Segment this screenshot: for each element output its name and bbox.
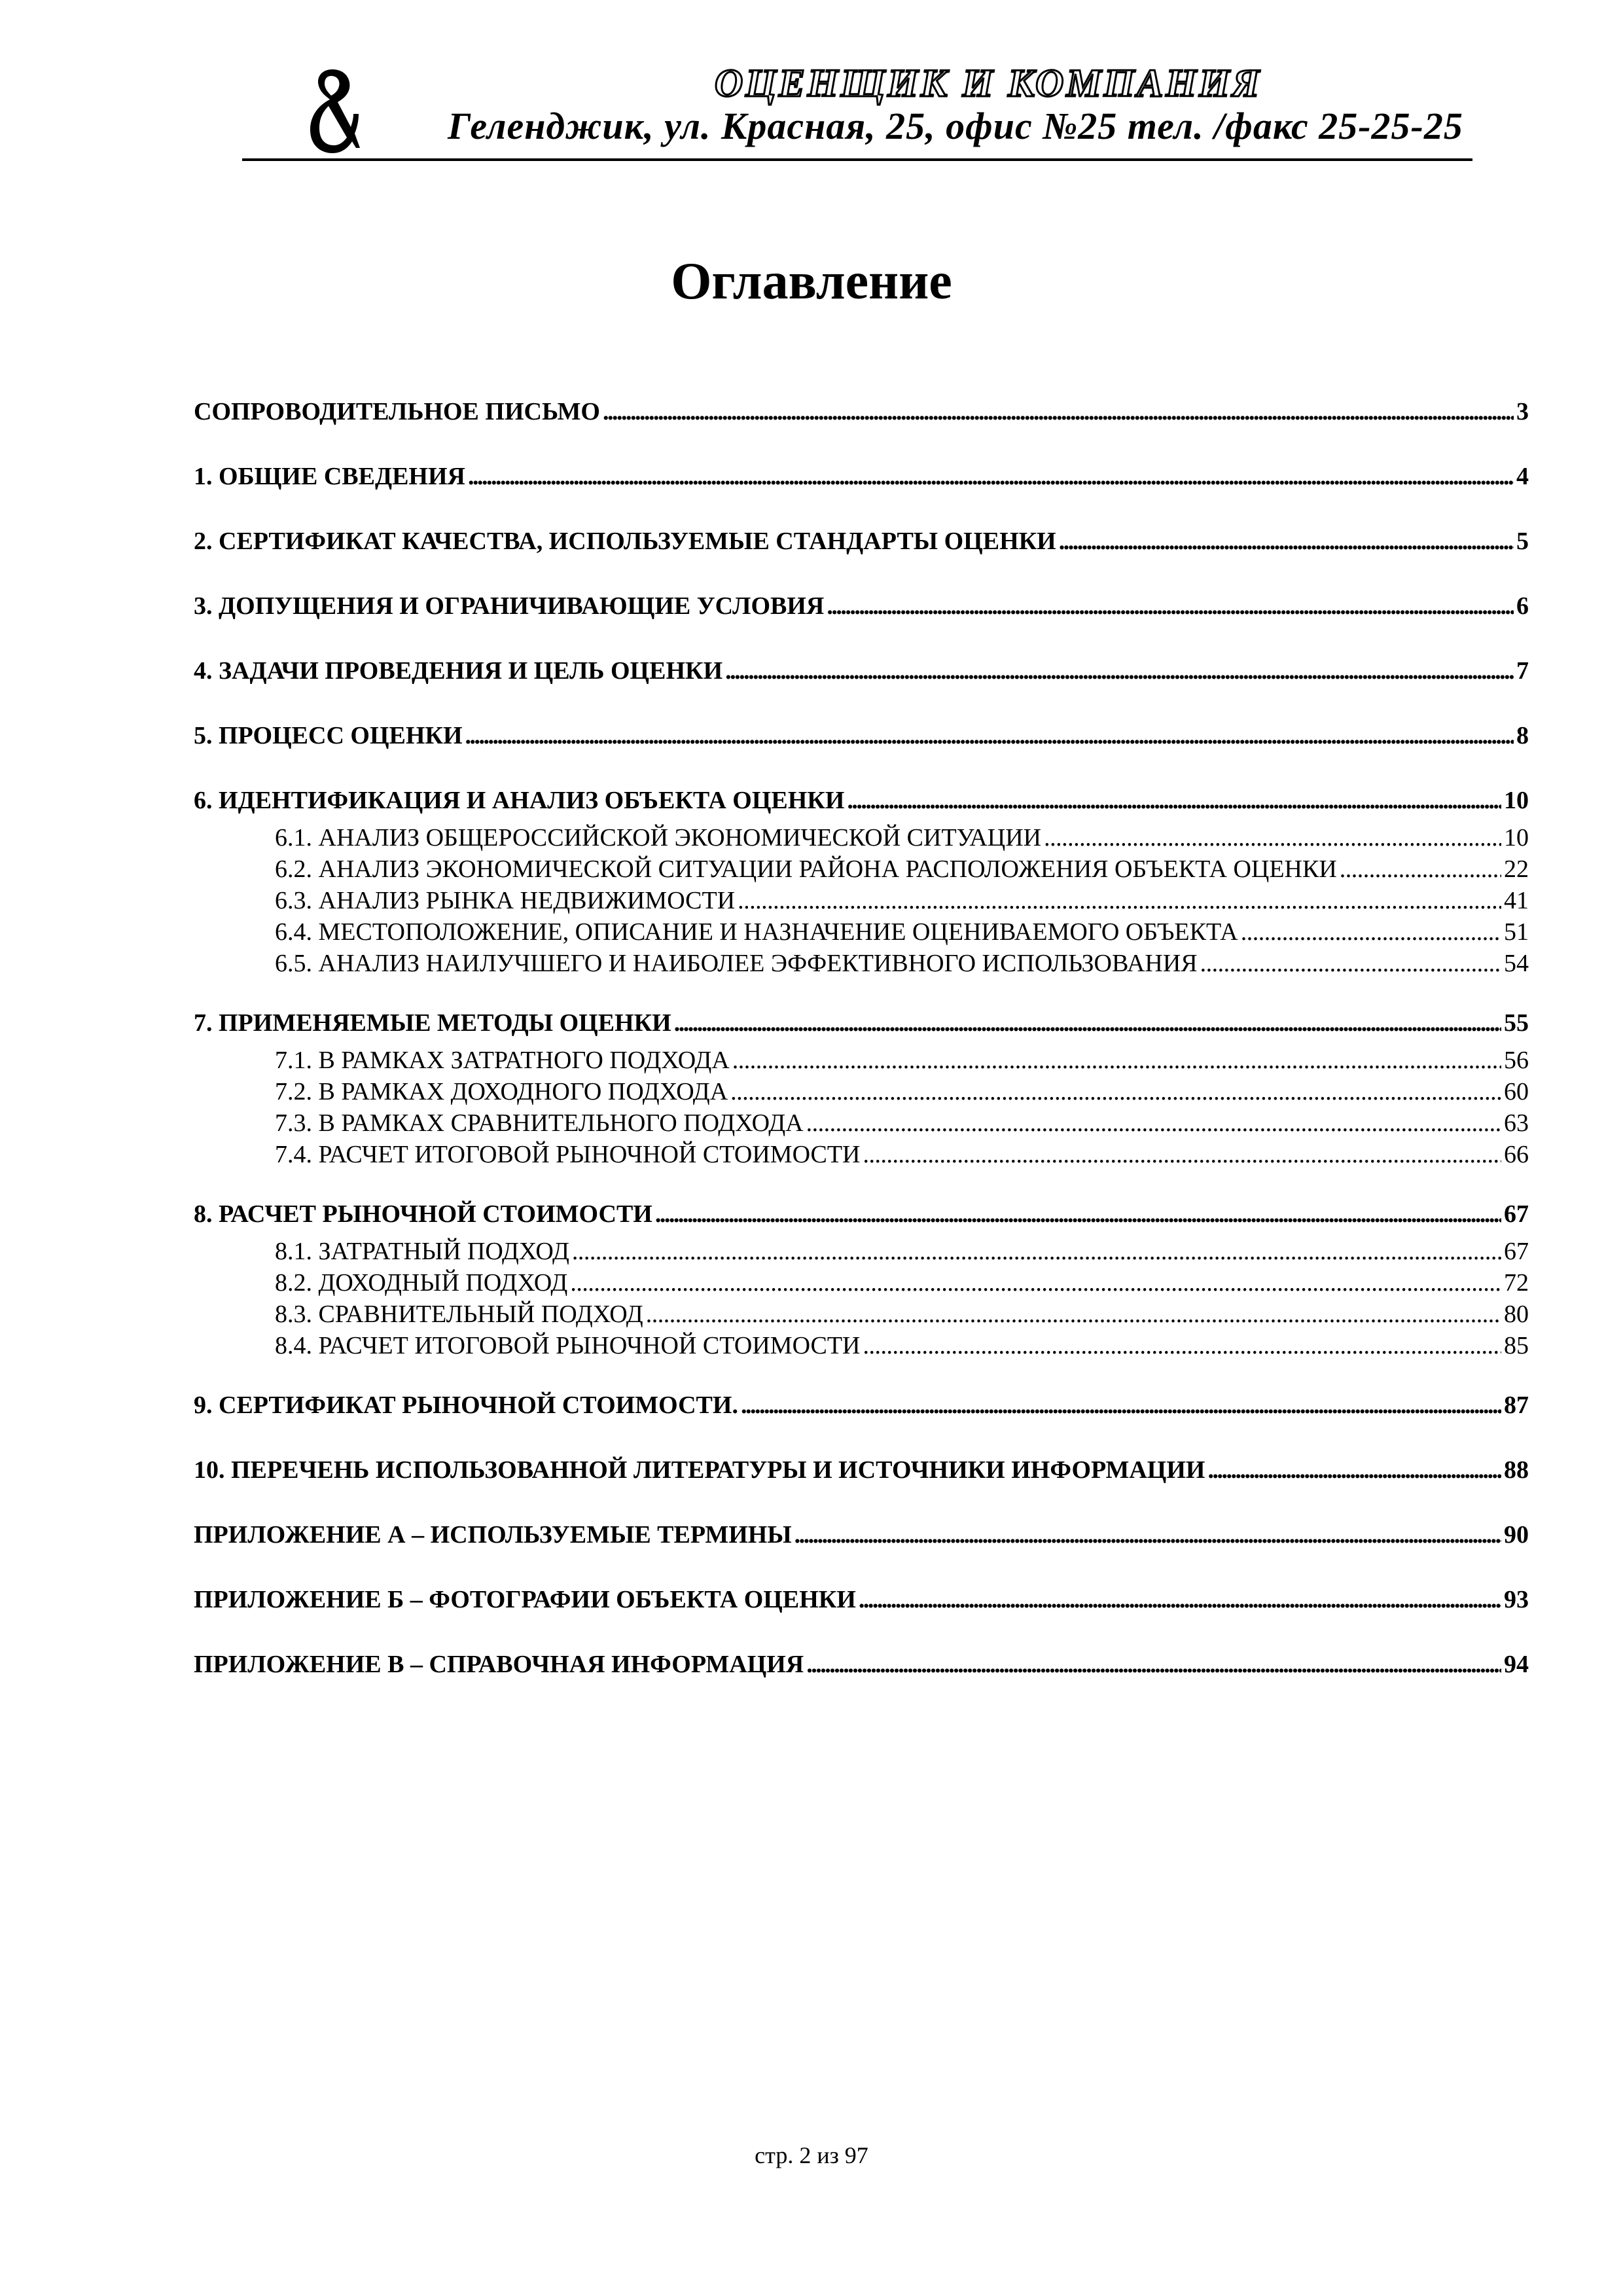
toc-entry-page: 55: [1504, 1009, 1529, 1037]
toc-subentry[interactable]: [275, 822, 1529, 853]
toc-entry-label: ПРИЛОЖЕНИЕ В – СПРАВОЧНАЯ ИНФОРМАЦИЯ: [194, 1651, 804, 1678]
toc-subentry-label: 7.4. РАСЧЕТ ИТОГОВОЙ РЫНОЧНОЙ СТОИМОСТИ: [275, 1141, 861, 1168]
toc-entry[interactable]: [194, 639, 1529, 704]
header-rule: [242, 158, 1472, 161]
toc-subsection-group: [194, 1045, 1529, 1182]
toc-leader: [1207, 1438, 1501, 1503]
toc-entry-label: 9. СЕРТИФИКАТ РЫНОЧНОЙ СТОИМОСТИ.: [194, 1391, 738, 1419]
toc-subentry[interactable]: [275, 1236, 1529, 1267]
toc-entry-label: 6. ИДЕНТИФИКАЦИЯ И АНАЛИЗ ОБЪЕКТА ОЦЕНКИ: [194, 787, 845, 814]
toc-subentry-page: 60: [1504, 1078, 1529, 1105]
ampersand-logo-icon: [301, 65, 360, 157]
toc-subentry-label: 8.1. ЗАТРАТНЫЙ ПОДХОД: [275, 1238, 569, 1265]
toc-entry-label: 8. РАСЧЕТ РЫНОЧНОЙ СТОИМОСТИ: [194, 1200, 652, 1228]
toc-entry-label: 1. ОБЩИЕ СВЕДЕНИЯ: [194, 463, 465, 490]
toc-subentry-label: 6.2. АНАЛИЗ ЭКОНОМИЧЕСКОЙ СИТУАЦИИ РАЙОНА РАСПОЛОЖЕНИЯ ОБЪЕКТА ОЦЕНКИ: [275, 855, 1337, 883]
toc-leader: [741, 1373, 1501, 1438]
toc-subentry[interactable]: [275, 1107, 1529, 1139]
toc-leader: [570, 1267, 1501, 1299]
toc-subsection-group: [194, 1236, 1529, 1373]
toc-subentry-page: 85: [1504, 1332, 1529, 1359]
toc-leader: [1059, 509, 1514, 574]
toc-entry-label: 4. ЗАДАЧИ ПРОВЕДЕНИЯ И ЦЕЛЬ ОЦЕНКИ: [194, 657, 723, 685]
toc-entry[interactable]: [194, 1632, 1529, 1697]
toc-entry[interactable]: [194, 1438, 1529, 1503]
toc-subentry-label: 7.1. В РАМКАХ ЗАТРАТНОГО ПОДХОДА: [275, 1047, 730, 1074]
toc-entry-page: 93: [1504, 1586, 1529, 1613]
toc-subentry[interactable]: [275, 1330, 1529, 1361]
toc-subentry-label: 8.4. РАСЧЕТ ИТОГОВОЙ РЫНОЧНОЙ СТОИМОСТИ: [275, 1332, 861, 1359]
toc-leader: [572, 1236, 1501, 1267]
toc-subentry-page: 51: [1504, 918, 1529, 946]
toc-entry-page: 94: [1504, 1651, 1529, 1678]
toc-entry-label: 10. ПЕРЕЧЕНЬ ИСПОЛЬЗОВАННОЙ ЛИТЕРАТУРЫ И ИСТОЧНИКИ ИНФОРМАЦИИ: [194, 1456, 1205, 1484]
toc-leader: [730, 1076, 1501, 1107]
table-of-contents: [194, 380, 1529, 1697]
toc-entry[interactable]: [194, 704, 1529, 768]
toc-entry[interactable]: [194, 991, 1529, 1045]
toc-leader: [465, 704, 1514, 768]
toc-entry[interactable]: [194, 1568, 1529, 1632]
toc-subentry[interactable]: [275, 1139, 1529, 1170]
toc-entry[interactable]: [194, 1182, 1529, 1236]
toc-subentry-label: 7.3. В РАМКАХ СРАВНИТЕЛЬНОГО ПОДХОДА: [275, 1109, 804, 1137]
toc-subentry[interactable]: [275, 1076, 1529, 1107]
toc-subentry-label: 8.2. ДОХОДНЫЙ ПОДХОД: [275, 1269, 568, 1297]
toc-subentry-page: 56: [1504, 1047, 1529, 1074]
toc-subentry-label: 6.5. АНАЛИЗ НАИЛУЧШЕГО И НАИБОЛЕЕ ЭФФЕКТИВНОГО ИСПОЛЬЗОВАНИЯ: [275, 950, 1198, 977]
toc-entry-page: 6: [1516, 592, 1529, 620]
company-address: Геленджик, ул. Красная, 25, офис №25 тел. /факс 25-25-25: [448, 105, 1463, 147]
page-header: [242, 52, 1472, 164]
toc-subentry-page: 22: [1504, 855, 1529, 883]
toc-subentry[interactable]: [275, 1045, 1529, 1076]
toc-subentry-page: 67: [1504, 1238, 1529, 1265]
toc-entry-page: 67: [1504, 1200, 1529, 1228]
toc-entry[interactable]: [194, 574, 1529, 639]
toc-leader: [1200, 948, 1501, 979]
toc-leader: [806, 1632, 1501, 1697]
company-name: ОЦЕНЩИК И КОМПАНИЯ: [714, 62, 1262, 105]
toc-subentry-label: 6.1. АНАЛИЗ ОБЩЕРОССИЙСКОЙ ЭКОНОМИЧЕСКОЙ СИТУАЦИИ: [275, 824, 1042, 852]
toc-entry-label: ПРИЛОЖЕНИЕ А – ИСПОЛЬЗУЕМЫЕ ТЕРМИНЫ: [194, 1521, 792, 1549]
toc-entry[interactable]: [194, 1373, 1529, 1438]
toc-leader: [603, 380, 1514, 444]
toc-entry[interactable]: [194, 509, 1529, 574]
toc-subentry[interactable]: [275, 1267, 1529, 1299]
toc-leader: [1044, 822, 1501, 853]
toc-entry-page: 7: [1516, 657, 1529, 685]
toc-entry-page: 88: [1504, 1456, 1529, 1484]
toc-subentry-page: 63: [1504, 1109, 1529, 1137]
toc-entry-page: 8: [1516, 722, 1529, 749]
toc-entry[interactable]: [194, 444, 1529, 509]
toc-subentry-page: 72: [1504, 1269, 1529, 1297]
toc-entry-label: 5. ПРОЦЕСС ОЦЕНКИ: [194, 722, 463, 749]
toc-leader: [468, 444, 1514, 509]
toc-leader: [806, 1107, 1501, 1139]
toc-subentry-label: 6.4. МЕСТОПОЛОЖЕНИЕ, ОПИСАНИЕ И НАЗНАЧЕНИЕ ОЦЕНИВАЕМОГО ОБЪЕКТА: [275, 918, 1238, 946]
toc-subentry[interactable]: [275, 948, 1529, 979]
toc-entry-label: СОПРОВОДИТЕЛЬНОЕ ПИСЬМО: [194, 398, 600, 425]
toc-entry-page: 10: [1504, 787, 1529, 814]
toc-leader: [646, 1299, 1501, 1330]
toc-subentry-label: 8.3. СРАВНИТЕЛЬНЫЙ ПОДХОД: [275, 1300, 643, 1328]
toc-subentry-page: 41: [1504, 887, 1529, 914]
toc-subentry-page: 66: [1504, 1141, 1529, 1168]
toc-leader: [732, 1045, 1501, 1076]
page-indicator: стр. 2 из 97: [755, 2142, 868, 2168]
toc-leader: [1241, 916, 1501, 948]
toc-entry-page: 90: [1504, 1521, 1529, 1549]
toc-subentry-page: 54: [1504, 950, 1529, 977]
toc-subentry[interactable]: [275, 853, 1529, 885]
toc-leader: [827, 574, 1514, 639]
toc-subentry-page: 10: [1504, 824, 1529, 852]
toc-subentry[interactable]: [275, 1299, 1529, 1330]
toc-subentry[interactable]: [275, 916, 1529, 948]
toc-entry-page: 87: [1504, 1391, 1529, 1419]
toc-entry[interactable]: [194, 1503, 1529, 1568]
toc-entry-label: 3. ДОПУЩЕНИЯ И ОГРАНИЧИВАЮЩИЕ УСЛОВИЯ: [194, 592, 825, 620]
toc-leader: [863, 1139, 1501, 1170]
toc-entry-page: 4: [1516, 463, 1529, 490]
toc-subentry-page: 80: [1504, 1300, 1529, 1328]
toc-leader: [738, 885, 1501, 916]
toc-entry-page: 5: [1516, 528, 1529, 555]
page-title: Оглавление: [671, 253, 952, 310]
toc-subsection-group: [194, 822, 1529, 991]
toc-entry-label: ПРИЛОЖЕНИЕ Б – ФОТОГРАФИИ ОБЪЕКТА ОЦЕНКИ: [194, 1586, 856, 1613]
toc-entry-label: 7. ПРИМЕНЯЕМЫЕ МЕТОДЫ ОЦЕНКИ: [194, 1009, 671, 1037]
toc-leader: [1340, 853, 1501, 885]
toc-entry[interactable]: [194, 768, 1529, 822]
toc-leader: [863, 1330, 1501, 1361]
toc-leader: [859, 1568, 1501, 1632]
toc-entry-page: 3: [1516, 398, 1529, 425]
toc-subentry-label: 6.3. АНАЛИЗ РЫНКА НЕДВИЖИМОСТИ: [275, 887, 736, 914]
toc-leader: [794, 1503, 1501, 1568]
toc-entry-label: 2. СЕРТИФИКАТ КАЧЕСТВА, ИСПОЛЬЗУЕМЫЕ СТАНДАРТЫ ОЦЕНКИ: [194, 528, 1056, 555]
toc-subentry-label: 7.2. В РАМКАХ ДОХОДНОГО ПОДХОДА: [275, 1078, 728, 1105]
toc-leader: [725, 639, 1514, 704]
toc-entry[interactable]: [194, 380, 1529, 444]
toc-subentry[interactable]: [275, 885, 1529, 916]
